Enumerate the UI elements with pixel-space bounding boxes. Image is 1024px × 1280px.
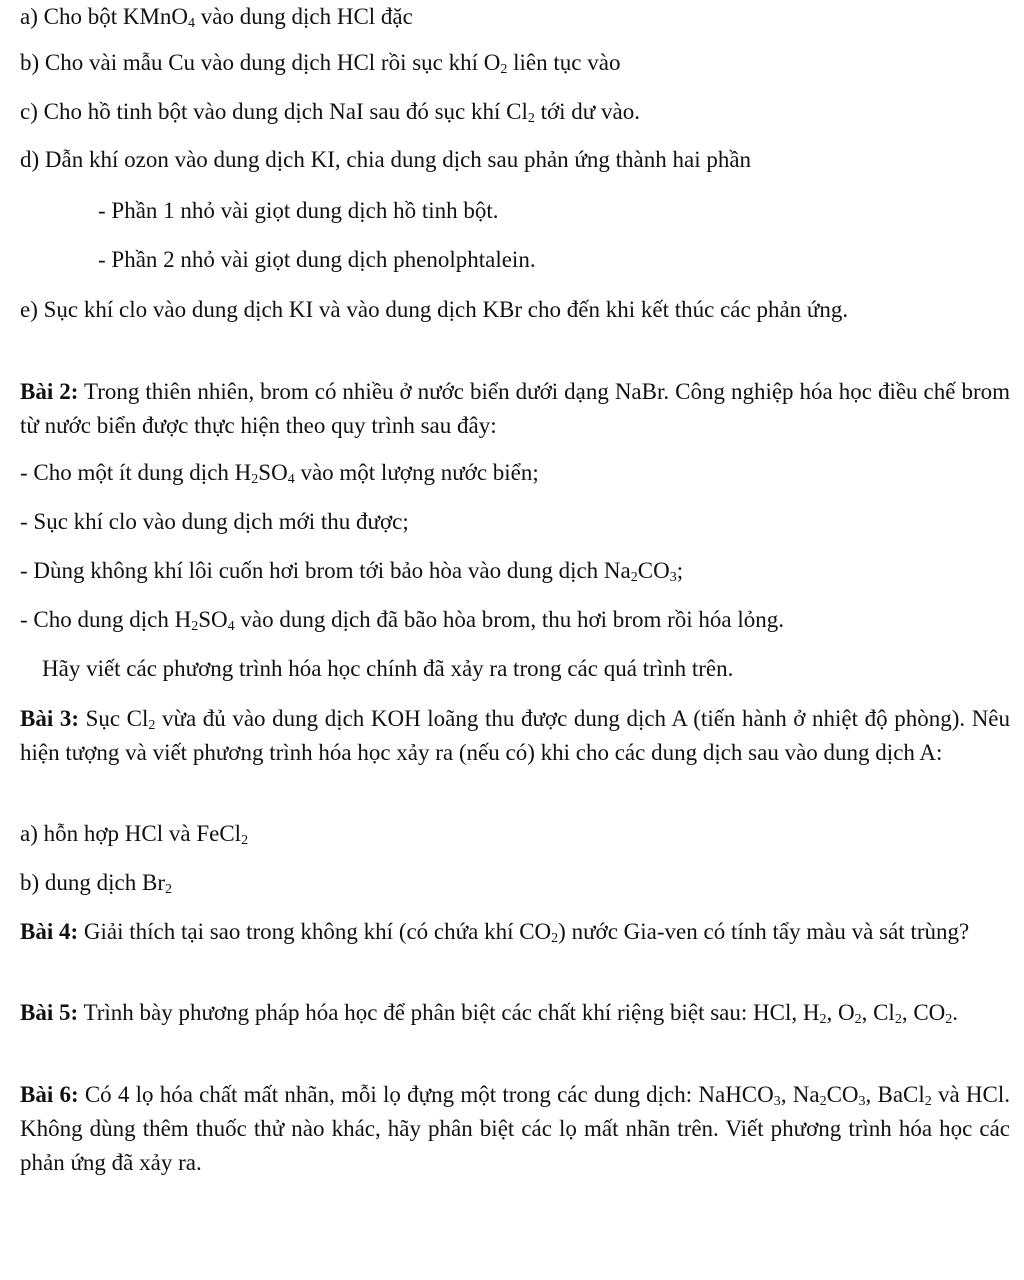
item-e: e) Sục khí clo vào dung dịch KI và vào dung dịch KBr cho đến khi kết thúc các phản ứng. <box>20 297 849 322</box>
bai5-text: Bài 5: Trình bày phương pháp hóa học để phân biệt các chất khí riệng biệt sau: HCl, $H_2$, $O_2$, $Cl_2$, $CO_2$. <box>20 1000 959 1027</box>
bai2-task: Hãy viết các phương trình hóa học chính đã xảy ra trong các quá trình trên. <box>42 656 734 681</box>
bai3-label: Bài 3: <box>20 706 79 731</box>
bai6-text: Bài 6: Có 4 lọ hóa chất mất nhãn, mỗi lọ đựng một trong các dung dịch: NaHCO$_3$, $Na_2CO_3$, BaCl$_2$ và HCl. Không dùng thêm thuốc thử nào khác, hãy phân biệt các lọ mất nhãn trên. Viết phương trình hóa học các phản ứng đã xảy ra. <box>20 1082 1011 1175</box>
worksheet <box>20 0 1011 1175</box>
item-c: c) Cho hồ tinh bột vào dung dịch NaI sau đó sục khí $Cl_2$ tới dư vào. <box>20 99 640 126</box>
bai4-text: Bài 4: Giải thích tại sao trong không khí (có chứa khí $CO_2$) nước Gia-ven có tính tẩy màu và sát trùng? <box>20 919 970 946</box>
bai3-item-a: a) hỗn hợp HCl và FeCl$_2$ <box>20 821 249 848</box>
bai3-text: Bài 3: Sục $Cl_2$ vừa đủ vào dung dịch KOH loãng thu được dung dịch A (tiến hành ở nhiệt độ phòng). Nêu hiện tượng và viết phương trình hóa học xảy ra (nếu có) khi cho các dung dịch sau vào dung dịch A: <box>20 706 1011 765</box>
item-b: b) Cho vài mẫu Cu vào dung dịch HCl rồi sục khí $O_2$ liên tục vào <box>20 50 621 77</box>
item-d-part1: - Phần 1 nhỏ vài giọt dung dịch hồ tinh bột. <box>98 198 499 223</box>
bai2-step3: - Dùng không khí lôi cuốn hơi brom tới bảo hòa vào dung dịch $Na_2CO_3$; <box>20 558 684 585</box>
bai2-step2: - Sục khí clo vào dung dịch mới thu được; <box>20 509 409 534</box>
item-d: d) Dẫn khí ozon vào dung dịch KI, chia dung dịch sau phản ứng thành hai phần <box>20 147 752 172</box>
bai2-label: Bài 2: <box>20 379 79 404</box>
bai2-intro: Bài 2: Trong thiên nhiên, brom có nhiều ở nước biển dưới dạng NaBr. Công nghiệp hóa học điều chế brom từ nước biển được thực hiện theo quy trình sau đây: <box>20 379 1010 438</box>
item-d-part2: - Phần 2 nhỏ vài giọt dung dịch phenolphtalein. <box>98 247 536 272</box>
bai5-label: Bài 5: <box>20 1000 79 1025</box>
bai2-step1: - Cho một ít dung dịch $H_2SO_4$ vào một lượng nước biển; <box>20 460 539 487</box>
bai4-label: Bài 4: <box>20 919 79 944</box>
bai2-step4: - Cho dung dịch $H_2SO_4$ vào dung dịch đã bão hòa brom, thu hơi brom rồi hóa lỏng. <box>20 607 784 634</box>
bai6-label: Bài 6: <box>20 1082 79 1107</box>
bai3-item-b: b) dung dịch $Br_2$ <box>20 870 173 897</box>
item-a: a) Cho bột KMnO$_4$ vào dung dịch HCl đặc <box>20 4 413 31</box>
